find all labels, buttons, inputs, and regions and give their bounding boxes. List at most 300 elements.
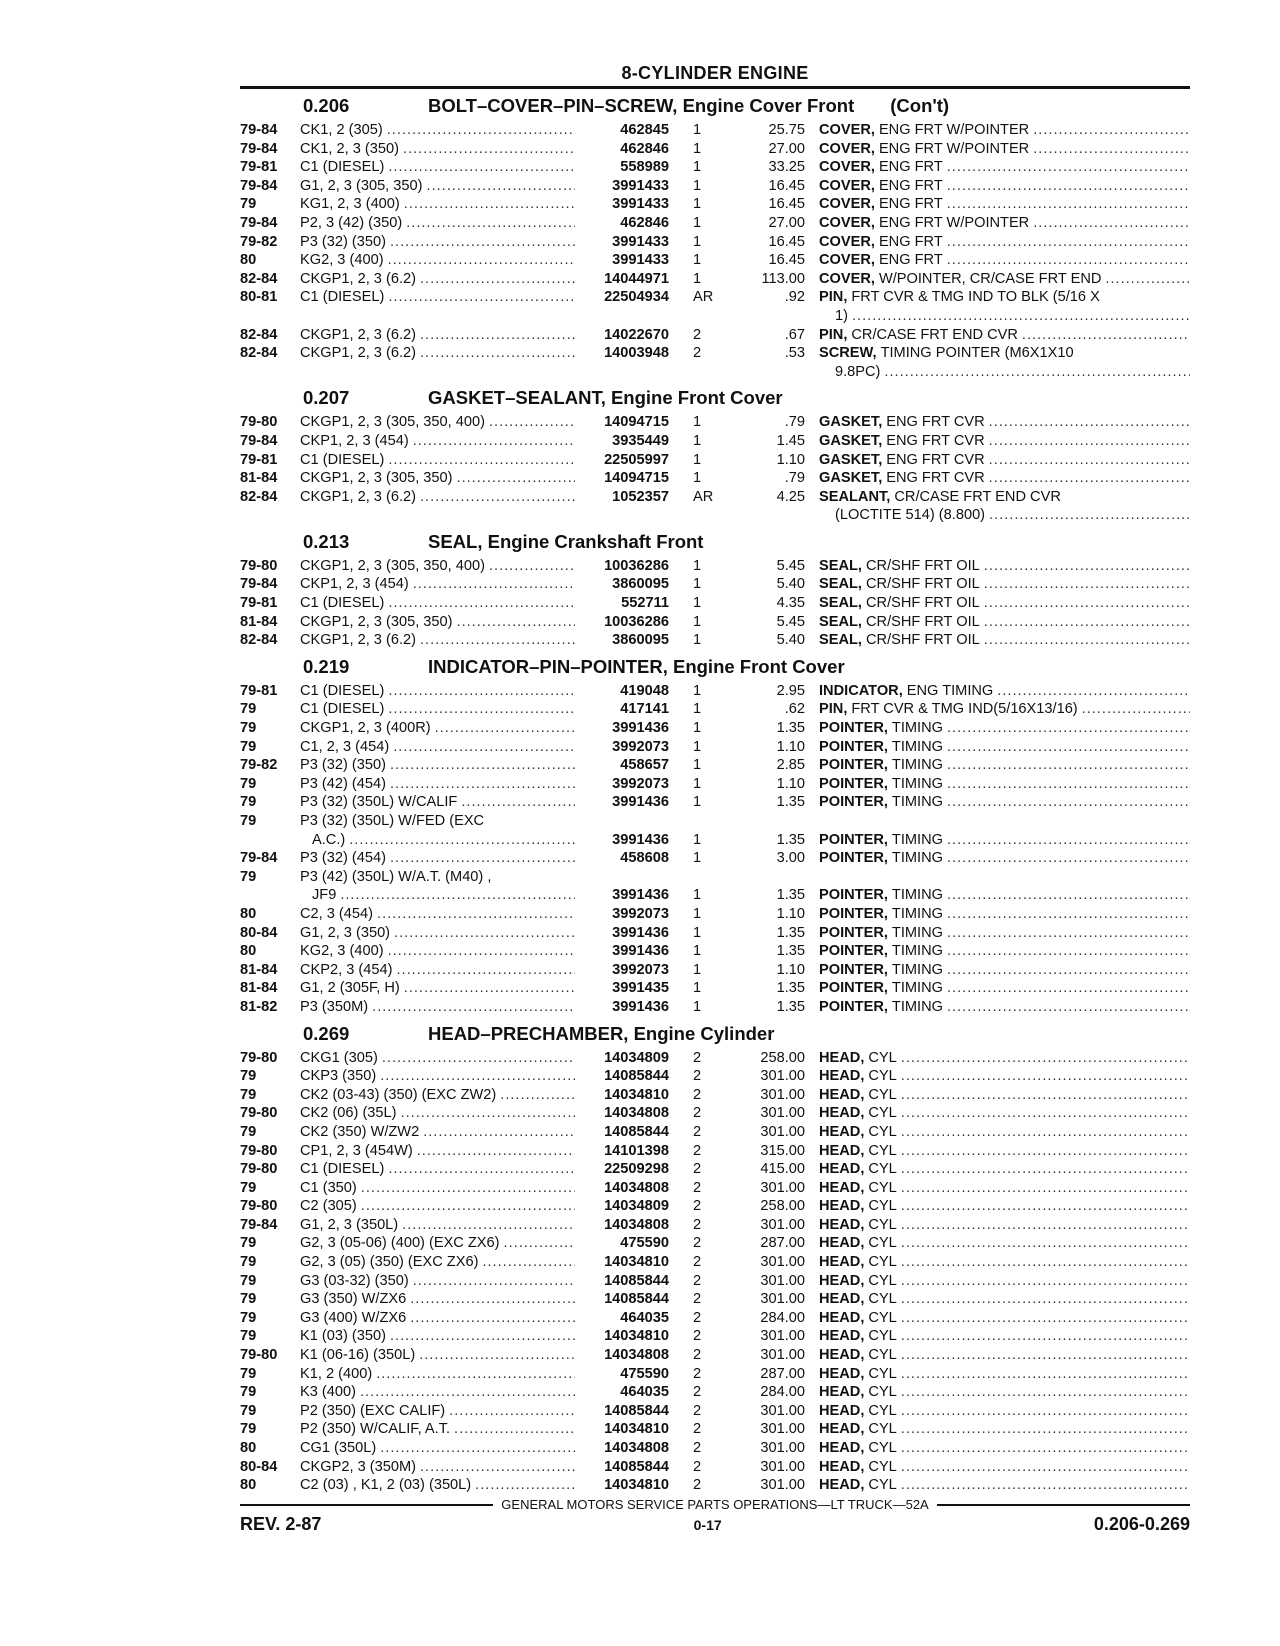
part-description: [819, 1402, 1190, 1421]
section-number: 0.206: [303, 95, 350, 116]
model-application: [300, 1086, 575, 1105]
parts-row: [240, 214, 1190, 233]
model-application: [300, 469, 575, 488]
model-year: 80: [240, 943, 257, 960]
part-name: GASKET,: [819, 414, 883, 431]
part-description: [819, 868, 1190, 887]
parts-row-continued: [240, 831, 1190, 850]
part-name: HEAD,: [819, 1272, 865, 1289]
part-detail: CYL: [868, 1179, 897, 1196]
price: 301.00: [760, 1086, 805, 1103]
model-application: [300, 1160, 575, 1179]
parts-row: [240, 344, 1190, 363]
part-detail: CR/SHF FRT OIL: [865, 595, 980, 612]
blank-cell: [739, 307, 819, 326]
model-year: 82-84: [240, 326, 278, 343]
leader-dots: [947, 905, 1190, 924]
price: 1.10: [776, 775, 805, 792]
model-application: [300, 233, 575, 252]
part-name: HEAD,: [819, 1421, 865, 1438]
part-number: 14022670: [604, 326, 669, 343]
section-title: BOLT–COVER–PIN–SCREW, Engine Cover Front: [428, 95, 855, 116]
leader-dots: [390, 1327, 575, 1346]
model-text: C1 (DIESEL): [300, 289, 385, 306]
part-description: [819, 177, 1190, 196]
model-year-blank: [240, 831, 300, 850]
quantity: 1: [693, 720, 702, 737]
footer-rule-right: [937, 1504, 1190, 1506]
model-year: 79-81: [240, 595, 278, 612]
leader-dots: [402, 1216, 575, 1235]
part-number: 1052357: [612, 488, 669, 505]
parts-row: [240, 1197, 1190, 1216]
price: 284.00: [760, 1384, 805, 1401]
part-name: HEAD,: [819, 1365, 865, 1382]
part-description: [819, 451, 1190, 470]
model-text: CKGP1, 2, 3 (400R): [300, 720, 431, 737]
model-application: [300, 1179, 575, 1198]
leader-dots: [947, 738, 1190, 757]
blank-cell: [677, 506, 739, 525]
model-text: G1, 2, 3 (350L): [300, 1216, 399, 1233]
model-application: [300, 140, 575, 159]
price: 3.00: [776, 850, 805, 867]
quantity: 1: [693, 414, 702, 431]
part-detail: CR/CASE FRT END CVR: [894, 488, 1061, 505]
price: 16.45: [768, 196, 805, 213]
section-title: INDICATOR–PIN–POINTER, Engine Front Cover: [428, 655, 845, 677]
section-title: HEAD–PRECHAMBER, Engine Cylinder: [428, 1022, 775, 1044]
part-detail: CYL: [868, 1291, 897, 1308]
parts-row: [240, 121, 1190, 140]
model-application: [300, 1402, 575, 1421]
part-detail: CYL: [868, 1477, 897, 1494]
part-number: 475590: [620, 1235, 669, 1252]
section-heading: [240, 95, 1190, 121]
part-description: [819, 1253, 1190, 1272]
leader-dots: [1033, 214, 1190, 233]
model-year: 79: [240, 1402, 257, 1419]
model-text: P3 (32) (350): [300, 757, 386, 774]
part-number: 3991433: [612, 196, 669, 213]
leader-dots: [947, 942, 1190, 961]
leader-dots: [489, 413, 575, 432]
leader-dots: [947, 775, 1190, 794]
page-number: 0-17: [693, 1517, 722, 1533]
part-name: HEAD,: [819, 1105, 865, 1122]
catalog-section: [240, 387, 1190, 525]
price: 301.00: [760, 1068, 805, 1085]
quantity: 1: [693, 961, 702, 978]
part-number: 458608: [620, 850, 669, 867]
part-description: [819, 924, 1190, 943]
part-name: POINTER,: [819, 757, 888, 774]
parts-row: [240, 979, 1190, 998]
model-application: [300, 905, 575, 924]
revision-label: REV. 2-87: [240, 1514, 322, 1534]
model-application: [300, 1123, 575, 1142]
model-application: [300, 214, 575, 233]
quantity: 2: [693, 1068, 702, 1085]
part-description: [819, 575, 1190, 594]
part-name: HEAD,: [819, 1254, 865, 1271]
part-number: 14101398: [604, 1142, 669, 1159]
price: 1.45: [776, 432, 805, 449]
price: 2.85: [776, 757, 805, 774]
part-name: HEAD,: [819, 1198, 865, 1215]
part-number: 14034810: [604, 1477, 669, 1494]
model-text: CKG1 (305): [300, 1049, 378, 1066]
part-detail: CYL: [868, 1402, 897, 1419]
price: 1.10: [776, 961, 805, 978]
leader-dots: [947, 719, 1190, 738]
description-continued-row: [240, 307, 1190, 326]
quantity: 2: [693, 1179, 702, 1196]
leader-dots: [376, 1365, 575, 1384]
price: 301.00: [760, 1105, 805, 1122]
part-name: GASKET,: [819, 432, 883, 449]
leader-dots: [947, 158, 1190, 177]
section-heading: [240, 656, 1190, 682]
leader-dots: [901, 1067, 1190, 1086]
model-text: C2, 3 (454): [300, 905, 374, 922]
parts-row: [240, 251, 1190, 270]
price: 301.00: [760, 1421, 805, 1438]
model-text: CK1, 2, 3 (350): [300, 140, 399, 157]
footer-line: [240, 1497, 1190, 1512]
catalog-page: [240, 62, 1190, 1495]
part-number: 14034808: [604, 1105, 669, 1122]
part-description-continued: [819, 506, 1190, 525]
leader-dots: [947, 233, 1190, 252]
part-detail: TIMING: [891, 738, 943, 755]
price: 301.00: [760, 1254, 805, 1271]
model-application: [300, 1104, 575, 1123]
model-text: K1 (03) (350): [300, 1328, 386, 1345]
leader-dots: [387, 121, 575, 140]
parts-row: [240, 1253, 1190, 1272]
leader-dots: [901, 1272, 1190, 1291]
leader-dots: [947, 886, 1190, 905]
part-name: HEAD,: [819, 1086, 865, 1103]
price: [739, 868, 819, 887]
leader-dots: [461, 793, 575, 812]
part-name: HEAD,: [819, 1235, 865, 1252]
blank-cell: [677, 363, 739, 382]
part-name: HEAD,: [819, 1049, 865, 1066]
part-description: [819, 905, 1190, 924]
part-detail: ENG FRT CVR: [886, 451, 985, 468]
model-text: CKGP1, 2, 3 (305, 350, 400): [300, 414, 485, 431]
part-number: 14094715: [604, 414, 669, 431]
parts-row: [240, 961, 1190, 980]
model-year: 80: [240, 1477, 257, 1494]
model-text: CKGP1, 2, 3 (305, 350, 400): [300, 557, 485, 574]
model-application: [300, 831, 575, 850]
part-detail: CYL: [868, 1309, 897, 1326]
model-text: G3 (03-32) (350): [300, 1272, 409, 1289]
part-detail: CR/SHF FRT OIL: [865, 576, 980, 593]
part-number: 14094715: [604, 470, 669, 487]
part-number: 3991436: [612, 924, 669, 941]
quantity: 1: [693, 214, 702, 231]
model-text: CKGP2, 3 (350M): [300, 1458, 416, 1475]
model-text: KG1, 2, 3 (400): [300, 196, 400, 213]
leader-dots: [413, 575, 575, 594]
model-application: [300, 1197, 575, 1216]
part-number: 14085844: [604, 1402, 669, 1419]
parts-row: [240, 1420, 1190, 1439]
part-number: 14034809: [604, 1049, 669, 1066]
section-number: 0.207: [303, 387, 350, 409]
leader-dots: [388, 1160, 575, 1179]
part-description: [819, 121, 1190, 140]
leader-dots: [504, 1234, 575, 1253]
model-application: [300, 775, 575, 794]
model-year: 79: [240, 775, 257, 792]
model-year: 81-84: [240, 613, 278, 630]
part-detail: CYL: [868, 1235, 897, 1252]
leader-dots: [901, 1253, 1190, 1272]
leader-dots: [489, 557, 575, 576]
part-detail: ENG FRT CVR: [886, 432, 985, 449]
model-application: [300, 195, 575, 214]
model-application: [300, 1327, 575, 1346]
part-description: [819, 158, 1190, 177]
part-name: POINTER,: [819, 794, 888, 811]
part-name: POINTER,: [819, 738, 888, 755]
part-number: 14034808: [604, 1347, 669, 1364]
leader-dots: [989, 413, 1190, 432]
model-year: 79: [240, 1272, 257, 1289]
part-detail: CYL: [868, 1216, 897, 1233]
page-title: 8-CYLINDER ENGINE: [240, 62, 1190, 89]
model-text: CKGP1, 2, 3 (6.2): [300, 345, 416, 362]
model-text: G3 (400) W/ZX6: [300, 1309, 407, 1326]
leader-dots: [361, 1179, 575, 1198]
model-application: [300, 344, 575, 363]
model-text: C1 (DIESEL): [300, 595, 385, 612]
model-text: CK2 (350) W/ZW2: [300, 1123, 420, 1140]
part-description: [819, 1197, 1190, 1216]
model-year: 81-84: [240, 961, 278, 978]
part-detail: CYL: [868, 1440, 897, 1456]
price: .53: [784, 345, 805, 362]
parts-row: [240, 158, 1190, 177]
part-detail: CR/SHF FRT OIL: [865, 557, 980, 574]
price: 287.00: [760, 1235, 805, 1252]
model-text: G1, 2 (305F, H): [300, 980, 400, 997]
leader-dots: [394, 924, 575, 943]
part-description: [819, 1160, 1190, 1179]
leader-dots: [390, 849, 575, 868]
parts-row: [240, 1476, 1190, 1495]
parts-row: [240, 575, 1190, 594]
quantity: 2: [693, 1440, 702, 1456]
leader-dots: [372, 998, 575, 1017]
model-text: P3 (32) (350L) W/CALIF: [300, 794, 458, 811]
part-name: POINTER,: [819, 905, 888, 922]
model-text: P2, 3 (42) (350): [300, 214, 403, 231]
part-description: [819, 942, 1190, 961]
part-description: [819, 557, 1190, 576]
part-number: 3860095: [612, 576, 669, 593]
leader-dots: [1033, 121, 1190, 140]
part-detail: TIMING: [891, 943, 943, 960]
leader-dots: [420, 488, 575, 507]
leader-dots: [1082, 700, 1190, 719]
parts-row: [240, 1309, 1190, 1328]
model-text: G3 (350) W/ZX6: [300, 1291, 407, 1308]
leader-dots: [420, 1458, 575, 1477]
parts-row: [240, 1439, 1190, 1458]
model-application: [300, 575, 575, 594]
leader-dots: [901, 1216, 1190, 1235]
price: 5.45: [776, 613, 805, 630]
model-year: 79-81: [240, 451, 278, 468]
blank-cell: [575, 307, 677, 326]
price: 1.10: [776, 451, 805, 468]
catalog-section: [240, 1023, 1190, 1495]
leader-dots: [901, 1439, 1190, 1458]
model-year: 79-80: [240, 1105, 278, 1122]
price: 1.35: [776, 943, 805, 960]
quantity: 2: [693, 1328, 702, 1345]
parts-row: [240, 1160, 1190, 1179]
model-year: 79: [240, 1421, 257, 1438]
part-detail: ENG FRT CVR: [886, 470, 985, 487]
parts-row: [240, 868, 1190, 887]
parts-row: [240, 1049, 1190, 1068]
model-application: [300, 432, 575, 451]
blank-cell: [575, 363, 677, 382]
quantity: 2: [693, 1254, 702, 1271]
leader-dots: [947, 251, 1190, 270]
part-name: POINTER,: [819, 961, 888, 978]
leader-dots: [435, 719, 575, 738]
price: 4.35: [776, 595, 805, 612]
part-number: 3991436: [612, 720, 669, 737]
part-detail: TIMING: [891, 998, 943, 1015]
parts-row: [240, 942, 1190, 961]
price: 1.35: [776, 998, 805, 1015]
part-number: [575, 812, 677, 831]
part-description: [819, 738, 1190, 757]
part-name: COVER,: [819, 159, 875, 176]
part-name: POINTER,: [819, 720, 888, 737]
price: 27.00: [768, 214, 805, 231]
quantity: 1: [693, 998, 702, 1015]
section-number: 0.213: [303, 530, 350, 552]
part-description: [819, 1123, 1190, 1142]
part-number: 22504934: [604, 289, 669, 306]
model-application: [300, 979, 575, 998]
part-description: [819, 140, 1190, 159]
quantity: 2: [693, 1384, 702, 1401]
model-text: CK2 (03-43) (350) (EXC ZW2): [300, 1086, 497, 1103]
part-name: POINTER,: [819, 980, 888, 997]
parts-row: [240, 1290, 1190, 1309]
part-name: INDICATOR,: [819, 682, 903, 699]
model-text: C1, 2, 3 (454): [300, 738, 390, 755]
part-detail: TIMING: [891, 720, 943, 737]
part-detail: CYL: [868, 1086, 897, 1103]
price: 301.00: [760, 1272, 805, 1289]
price: 301.00: [760, 1458, 805, 1475]
part-name: POINTER,: [819, 850, 888, 867]
quantity: 1: [693, 757, 702, 774]
leader-dots: [404, 195, 575, 214]
part-detail: CYL: [868, 1068, 897, 1085]
quantity: 2: [693, 1142, 702, 1159]
model-year: 79: [240, 1365, 257, 1382]
part-description: [819, 413, 1190, 432]
parts-row: [240, 849, 1190, 868]
part-description: [819, 1142, 1190, 1161]
part-number: 3992073: [612, 738, 669, 755]
section-heading: [240, 387, 1190, 413]
model-application: [300, 1346, 575, 1365]
model-application: [300, 886, 575, 905]
model-text: K1 (06-16) (350L): [300, 1347, 416, 1364]
part-description: [819, 326, 1190, 345]
leader-dots: [1022, 326, 1190, 345]
part-number: 14034808: [604, 1216, 669, 1233]
model-application: [300, 1439, 575, 1458]
model-year: 79-84: [240, 576, 278, 593]
model-text: P3 (42) (350L) W/A.T. (M40) ,: [300, 868, 492, 885]
part-description: [819, 195, 1190, 214]
model-text: CKGP1, 2, 3 (6.2): [300, 270, 416, 287]
part-number: 14085844: [604, 1458, 669, 1475]
price: 1.10: [776, 738, 805, 755]
model-application: [300, 1142, 575, 1161]
part-number: 3992073: [612, 961, 669, 978]
price: 16.45: [768, 252, 805, 269]
part-description: [819, 961, 1190, 980]
model-year: 79: [240, 701, 257, 718]
part-description-continued: [819, 307, 1190, 326]
quantity: 1: [693, 576, 702, 593]
part-description: [819, 631, 1190, 650]
part-description: [819, 719, 1190, 738]
part-detail: ENG FRT W/POINTER: [878, 122, 1030, 138]
price: 301.00: [760, 1216, 805, 1233]
part-detail: TIMING: [891, 831, 943, 848]
model-text: CP1, 2, 3 (454W): [300, 1142, 413, 1159]
leader-dots: [901, 1197, 1190, 1216]
part-detail: CYL: [868, 1123, 897, 1140]
leader-dots: [901, 1402, 1190, 1421]
model-application: [300, 594, 575, 613]
leader-dots: [410, 1309, 575, 1328]
part-detail: ENG FRT W/POINTER: [878, 214, 1030, 231]
quantity: 1: [693, 632, 702, 649]
model-application: [300, 413, 575, 432]
leader-dots: [901, 1476, 1190, 1495]
blank-cell: [677, 307, 739, 326]
part-number: 3991436: [612, 943, 669, 960]
part-detail: TIMING: [891, 757, 943, 774]
part-name: HEAD,: [819, 1384, 865, 1401]
blank-cell: [240, 506, 300, 525]
part-description: [819, 469, 1190, 488]
leader-dots: [947, 998, 1190, 1017]
part-description: [819, 214, 1190, 233]
model-application: [300, 177, 575, 196]
leader-dots: [420, 344, 575, 363]
leader-dots: [984, 557, 1190, 576]
